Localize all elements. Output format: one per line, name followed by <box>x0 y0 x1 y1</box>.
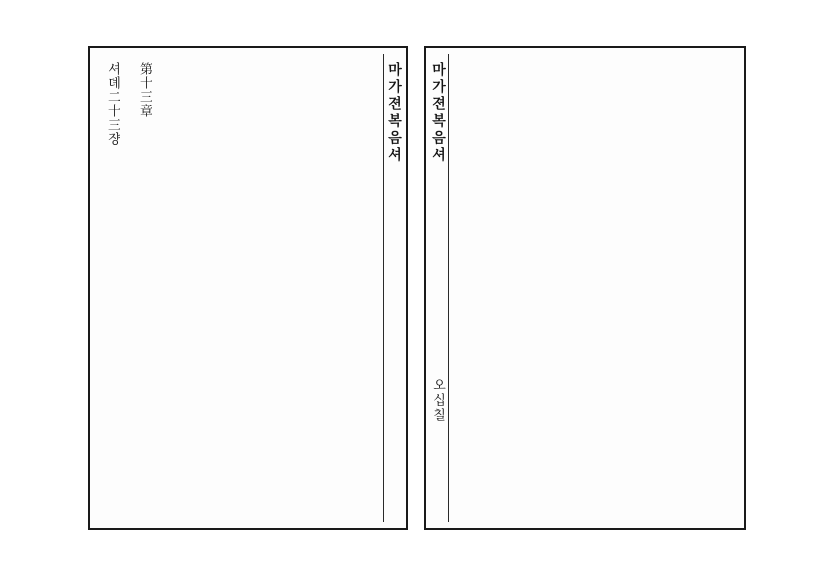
right-page-header-rule <box>448 54 449 522</box>
left-text-column: 셔뎨二十三쟝 <box>105 62 120 146</box>
right-running-header: 마가젼복음셔 <box>430 62 446 164</box>
right-page <box>424 46 746 530</box>
left-text-column: 第十三章 <box>137 62 152 118</box>
book-gutter <box>408 46 424 530</box>
left-page <box>88 46 408 530</box>
left-page-header-rule <box>383 54 384 522</box>
left-running-header: 마가젼복음셔 <box>386 62 402 164</box>
page-number: 오십칠 <box>430 378 445 423</box>
